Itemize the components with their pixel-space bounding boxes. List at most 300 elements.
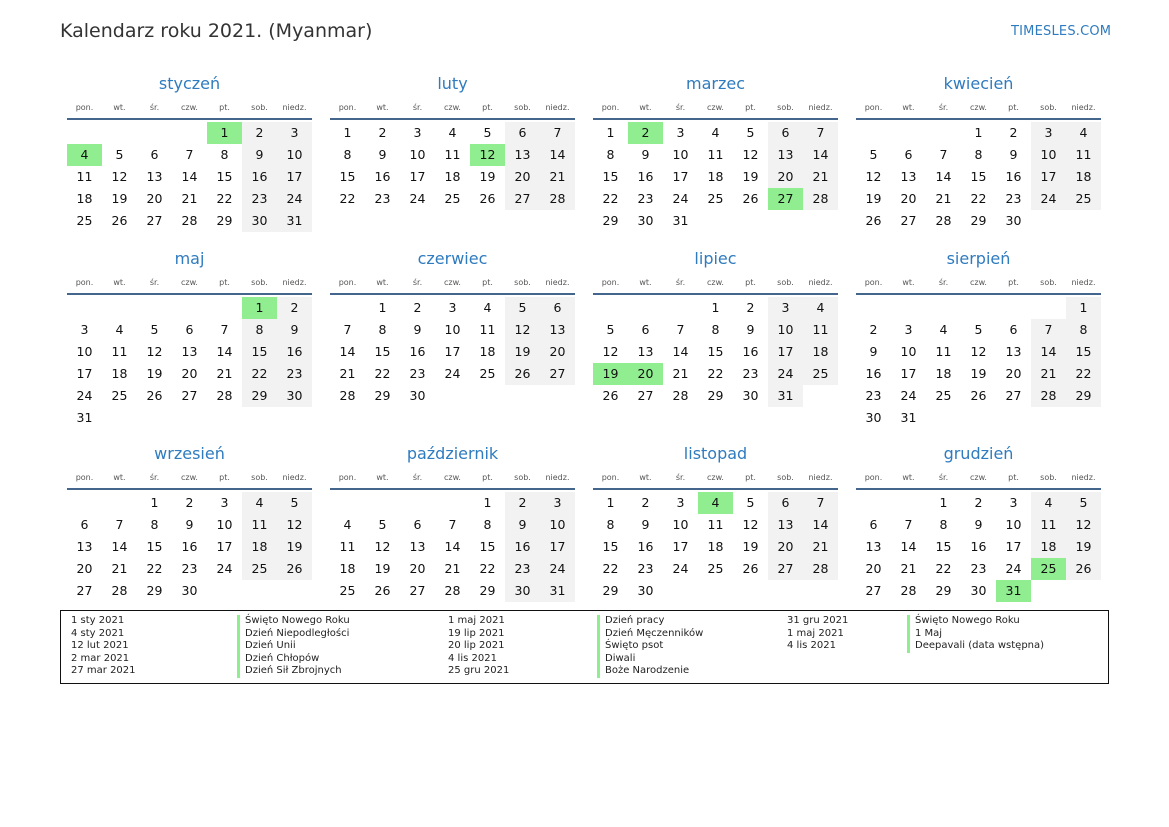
weekday-label: pon. [864,102,883,112]
legend-holiday-name: Deepavali (data wstępna) [907,640,1044,653]
day-cell: 11 [1031,514,1066,536]
day-cell: 18 [707,169,724,184]
day-cell: 10 [768,319,803,341]
day-cell: 23 [1005,191,1022,206]
day-cell: 9 [185,517,194,532]
legend-holiday-name: Diwali [597,653,703,666]
day-cell: 29 [602,583,619,598]
weekday-label: śr. [149,277,160,287]
day-cell: 19 [742,169,759,184]
legend-holiday-name: Święto Nowego Roku [237,615,350,628]
day-cell: 3 [80,322,89,337]
day-cell: 6 [505,122,540,144]
day-cell: 26 [479,191,496,206]
weekday-label: pt. [219,472,230,482]
weekday-label: niedz. [545,102,570,112]
day-cell: 13 [409,539,426,554]
day-cell: 3 [904,322,913,337]
weekday-label: pt. [745,277,756,287]
day-cell: 3 [540,492,575,514]
day-cell: 24 [277,188,312,210]
day-cell: 22 [479,561,496,576]
day-cell: 8 [150,517,159,532]
day-cell: 3 [676,495,685,510]
day-cell: 16 [181,539,198,554]
day-cell: 13 [900,169,917,184]
weekday-label: czw. [181,277,198,287]
holiday-day: 4 [698,492,733,514]
day-cell: 5 [378,517,387,532]
legend-holiday-date: 20 lip 2021 [448,640,505,652]
day-cell: 8 [606,517,615,532]
day-cell: 18 [242,536,277,558]
weekday-label: wt. [639,472,652,482]
day-cell: 24 [76,388,93,403]
day-cell: 19 [146,366,163,381]
day-cell: 1 [606,495,615,510]
weekday-label: niedz. [282,472,307,482]
day-cell: 23 [409,366,426,381]
day-cell: 10 [444,322,461,337]
day-cell: 1 [483,495,492,510]
day-cell: 19 [479,169,496,184]
day-cell: 2 [869,322,878,337]
day-cell: 15 [935,539,952,554]
day-cell: 11 [444,147,461,162]
day-cell: 19 [374,561,391,576]
weekday-header [593,271,838,295]
day-cell: 9 [746,322,755,337]
day-cell: 11 [111,344,128,359]
day-cell: 10 [409,147,426,162]
day-cell: 6 [768,492,803,514]
legend-dates-col-2 [448,615,509,678]
day-cell: 21 [339,366,356,381]
day-cell: 15 [602,169,619,184]
day-cell: 23 [637,561,654,576]
day-cell: 21 [935,191,952,206]
day-cell: 25 [707,191,724,206]
weekday-label: pt. [1008,277,1019,287]
day-cell: 8 [606,147,615,162]
weekday-label: śr. [412,277,423,287]
weekday-label: pt. [1008,472,1019,482]
day-cell: 25 [479,366,496,381]
legend-holiday-name: 1 Maj [907,628,1044,641]
day-cell: 18 [111,366,128,381]
weekday-label: wt. [113,102,126,112]
weekday-header [67,271,312,295]
day-cell: 25 [339,583,356,598]
day-cell: 8 [378,322,387,337]
month-name: wrzesień [154,444,225,463]
day-cell: 26 [602,388,619,403]
day-cell: 17 [409,169,426,184]
day-cell: 13 [768,514,803,536]
weekday-label: śr. [675,277,686,287]
day-cell: 31 [768,385,803,407]
weekday-label: niedz. [808,102,833,112]
day-cell: 25 [76,213,93,228]
month-block [856,72,1101,232]
day-cell: 28 [444,583,461,598]
day-cell: 9 [277,319,312,341]
weekday-header [856,96,1101,120]
day-cell: 28 [540,188,575,210]
day-cell: 17 [768,341,803,363]
day-cell: 14 [803,144,838,166]
days-grid [67,492,312,602]
day-cell: 12 [277,514,312,536]
day-cell: 12 [505,319,540,341]
day-cell: 4 [242,492,277,514]
day-cell: 25 [707,561,724,576]
day-cell: 13 [637,344,654,359]
day-cell: 15 [479,539,496,554]
day-cell: 26 [865,213,882,228]
day-cell: 6 [80,517,89,532]
day-cell: 23 [970,561,987,576]
day-cell: 28 [1031,385,1066,407]
day-cell: 5 [746,495,755,510]
day-cell: 9 [1009,147,1018,162]
month-block [330,247,575,407]
day-cell: 13 [76,539,93,554]
legend-holiday-name: Dzień pracy [597,615,703,628]
day-cell: 1 [378,300,387,315]
day-cell: 4 [448,125,457,140]
legend-holiday-date: 4 lis 2021 [787,640,836,652]
month-block [330,72,575,210]
weekday-label: wt. [113,472,126,482]
day-cell: 27 [540,363,575,385]
day-cell: 14 [181,169,198,184]
day-cell: 22 [242,363,277,385]
day-cell: 23 [865,388,882,403]
day-cell: 4 [115,322,124,337]
day-cell: 5 [277,492,312,514]
day-cell: 6 [413,517,422,532]
day-cell: 4 [1031,492,1066,514]
page-title: Kalendarz roku 2021. (Myanmar) [60,20,373,42]
day-cell: 25 [444,191,461,206]
day-cell: 11 [1066,144,1101,166]
day-cell: 3 [1009,495,1018,510]
day-cell: 23 [242,188,277,210]
day-cell: 26 [1066,558,1101,580]
day-cell: 26 [742,191,759,206]
day-cell: 20 [768,166,803,188]
day-cell: 8 [242,319,277,341]
site-link[interactable]: TIMESLES.COM [1011,24,1112,39]
day-cell: 10 [672,147,689,162]
weekday-label: niedz. [1071,102,1096,112]
days-grid [593,492,838,602]
weekday-header [593,96,838,120]
month-block [593,72,838,232]
weekday-label: czw. [444,102,461,112]
day-cell: 16 [505,536,540,558]
weekday-label: śr. [938,277,949,287]
day-cell: 13 [505,144,540,166]
day-cell: 30 [505,580,540,602]
day-cell: 8 [1066,319,1101,341]
day-cell: 14 [672,344,689,359]
day-cell: 9 [869,344,878,359]
month-name: kwiecień [943,74,1014,93]
day-cell: 23 [742,366,759,381]
day-cell: 17 [672,539,689,554]
weekday-label: pt. [219,102,230,112]
day-cell: 3 [413,125,422,140]
day-cell: 30 [637,213,654,228]
day-cell: 13 [1005,344,1022,359]
day-cell: 13 [540,319,575,341]
legend-holiday-name: Święto psot [597,640,703,653]
day-cell: 18 [935,366,952,381]
day-cell: 16 [637,169,654,184]
day-cell: 8 [939,517,948,532]
weekday-label: pon. [601,102,620,112]
day-cell: 20 [505,166,540,188]
day-cell: 4 [939,322,948,337]
weekday-label: sob. [1040,472,1057,482]
day-cell: 7 [939,147,948,162]
days-grid [593,297,838,407]
weekday-label: pt. [1008,102,1019,112]
day-cell: 27 [505,188,540,210]
day-cell: 14 [216,344,233,359]
day-cell: 17 [216,539,233,554]
weekday-label: sob. [777,472,794,482]
day-cell: 4 [1066,122,1101,144]
day-cell: 24 [409,191,426,206]
month-name: grudzień [943,444,1014,463]
day-cell: 9 [413,322,422,337]
month-name: lipiec [694,249,737,268]
day-cell: 30 [970,583,987,598]
day-cell: 18 [1031,536,1066,558]
day-cell: 28 [181,213,198,228]
day-cell: 25 [935,388,952,403]
holiday-day: 31 [996,580,1031,602]
weekday-label: niedz. [1071,472,1096,482]
weekday-label: niedz. [808,277,833,287]
day-cell: 1 [343,125,352,140]
day-cell: 2 [413,300,422,315]
weekday-label: wt. [902,102,915,112]
day-cell: 2 [641,495,650,510]
legend-dates-col-1 [71,615,136,678]
day-cell: 20 [540,341,575,363]
legend-dates-col-3 [787,615,848,653]
day-cell: 31 [900,410,917,425]
month-name: czerwiec [417,249,488,268]
day-cell: 7 [1031,319,1066,341]
day-cell: 22 [707,366,724,381]
day-cell: 1 [939,495,948,510]
days-grid [856,122,1101,232]
day-cell: 20 [409,561,426,576]
day-cell: 20 [1005,366,1022,381]
day-cell: 27 [181,388,198,403]
day-cell: 6 [150,147,159,162]
weekday-label: pon. [338,472,357,482]
weekday-label: śr. [675,102,686,112]
day-cell: 15 [242,341,277,363]
day-cell: 7 [185,147,194,162]
day-cell: 16 [374,169,391,184]
day-cell: 28 [216,388,233,403]
day-cell: 18 [479,344,496,359]
weekday-header [330,466,575,490]
day-cell: 19 [742,539,759,554]
month-name: marzec [685,74,745,93]
day-cell: 10 [76,344,93,359]
day-cell: 21 [181,191,198,206]
day-cell: 23 [374,191,391,206]
day-cell: 24 [768,363,803,385]
weekday-label: sob. [514,102,531,112]
day-cell: 3 [1031,122,1066,144]
weekday-label: sob. [514,277,531,287]
day-cell: 17 [277,166,312,188]
legend-holiday-name: Dzień Unii [237,640,350,653]
day-cell: 5 [483,125,492,140]
day-cell: 31 [76,410,93,425]
day-cell: 29 [479,583,496,598]
day-cell: 14 [1031,341,1066,363]
day-cell: 21 [216,366,233,381]
day-cell: 21 [1031,363,1066,385]
weekday-label: pt. [482,277,493,287]
day-cell: 16 [742,344,759,359]
day-cell: 29 [242,385,277,407]
weekday-label: niedz. [282,277,307,287]
weekday-header [856,271,1101,295]
weekday-label: pon. [864,472,883,482]
weekday-label: pt. [745,102,756,112]
day-cell: 19 [277,536,312,558]
day-cell: 21 [672,366,689,381]
day-cell: 25 [242,558,277,580]
legend-holiday-name: Dzień Chłopów [237,653,350,666]
day-cell: 7 [115,517,124,532]
legend-names-col-2 [597,615,703,678]
day-cell: 25 [111,388,128,403]
day-cell: 18 [76,191,93,206]
day-cell: 12 [111,169,128,184]
day-cell: 4 [483,300,492,315]
day-cell: 26 [277,558,312,580]
day-cell: 11 [707,147,724,162]
weekday-label: sob. [1040,277,1057,287]
day-cell: 22 [1066,363,1101,385]
day-cell: 2 [746,300,755,315]
weekday-label: niedz. [545,277,570,287]
day-cell: 29 [1066,385,1101,407]
day-cell: 21 [803,536,838,558]
day-cell: 7 [676,322,685,337]
weekday-label: pon. [338,102,357,112]
day-cell: 20 [900,191,917,206]
month-name: sierpień [946,249,1011,268]
day-cell: 28 [672,388,689,403]
day-cell: 20 [76,561,93,576]
day-cell: 22 [216,191,233,206]
day-cell: 19 [1066,536,1101,558]
day-cell: 26 [374,583,391,598]
day-cell: 25 [1066,188,1101,210]
month-name: styczeń [158,74,221,93]
weekday-label: pon. [75,102,94,112]
day-cell: 24 [900,388,917,403]
weekday-label: wt. [376,102,389,112]
day-cell: 11 [242,514,277,536]
day-cell: 23 [181,561,198,576]
weekday-label: pt. [482,472,493,482]
month-block [67,442,312,602]
day-cell: 19 [970,366,987,381]
day-cell: 1 [974,125,983,140]
day-cell: 2 [1009,125,1018,140]
day-cell: 9 [378,147,387,162]
day-cell: 19 [505,341,540,363]
day-cell: 10 [540,514,575,536]
legend-holiday-name: Święto Nowego Roku [907,615,1044,628]
weekday-label: śr. [412,472,423,482]
day-cell: 12 [146,344,163,359]
day-cell: 14 [935,169,952,184]
day-cell: 8 [974,147,983,162]
day-cell: 15 [602,539,619,554]
day-cell: 6 [1009,322,1018,337]
holiday-day: 25 [1031,558,1066,580]
day-cell: 16 [1005,169,1022,184]
weekday-label: niedz. [545,472,570,482]
day-cell: 1 [711,300,720,315]
calendar-grid [67,72,1101,612]
holiday-day: 12 [470,144,505,166]
day-cell: 12 [742,147,759,162]
holiday-day: 19 [593,363,628,385]
day-cell: 14 [803,514,838,536]
day-cell: 12 [374,539,391,554]
day-cell: 3 [448,300,457,315]
legend-holiday-date: 25 gru 2021 [448,665,510,677]
weekday-label: wt. [376,472,389,482]
day-cell: 28 [803,188,838,210]
day-cell: 28 [900,583,917,598]
day-cell: 11 [76,169,93,184]
day-cell: 15 [146,539,163,554]
day-cell: 27 [637,388,654,403]
day-cell: 14 [540,144,575,166]
legend-holiday-name: Dzień Niepodległości [237,628,350,641]
day-cell: 24 [444,366,461,381]
day-cell: 5 [115,147,124,162]
day-cell: 28 [339,388,356,403]
day-cell: 7 [220,322,229,337]
legend-holiday-date: 4 lis 2021 [448,652,497,664]
day-cell: 29 [935,583,952,598]
day-cell: 27 [76,583,93,598]
day-cell: 8 [711,322,720,337]
day-cell: 16 [277,341,312,363]
day-cell: 30 [409,388,426,403]
weekday-label: pon. [75,277,94,287]
legend-holiday-date: 27 mar 2021 [71,665,136,677]
